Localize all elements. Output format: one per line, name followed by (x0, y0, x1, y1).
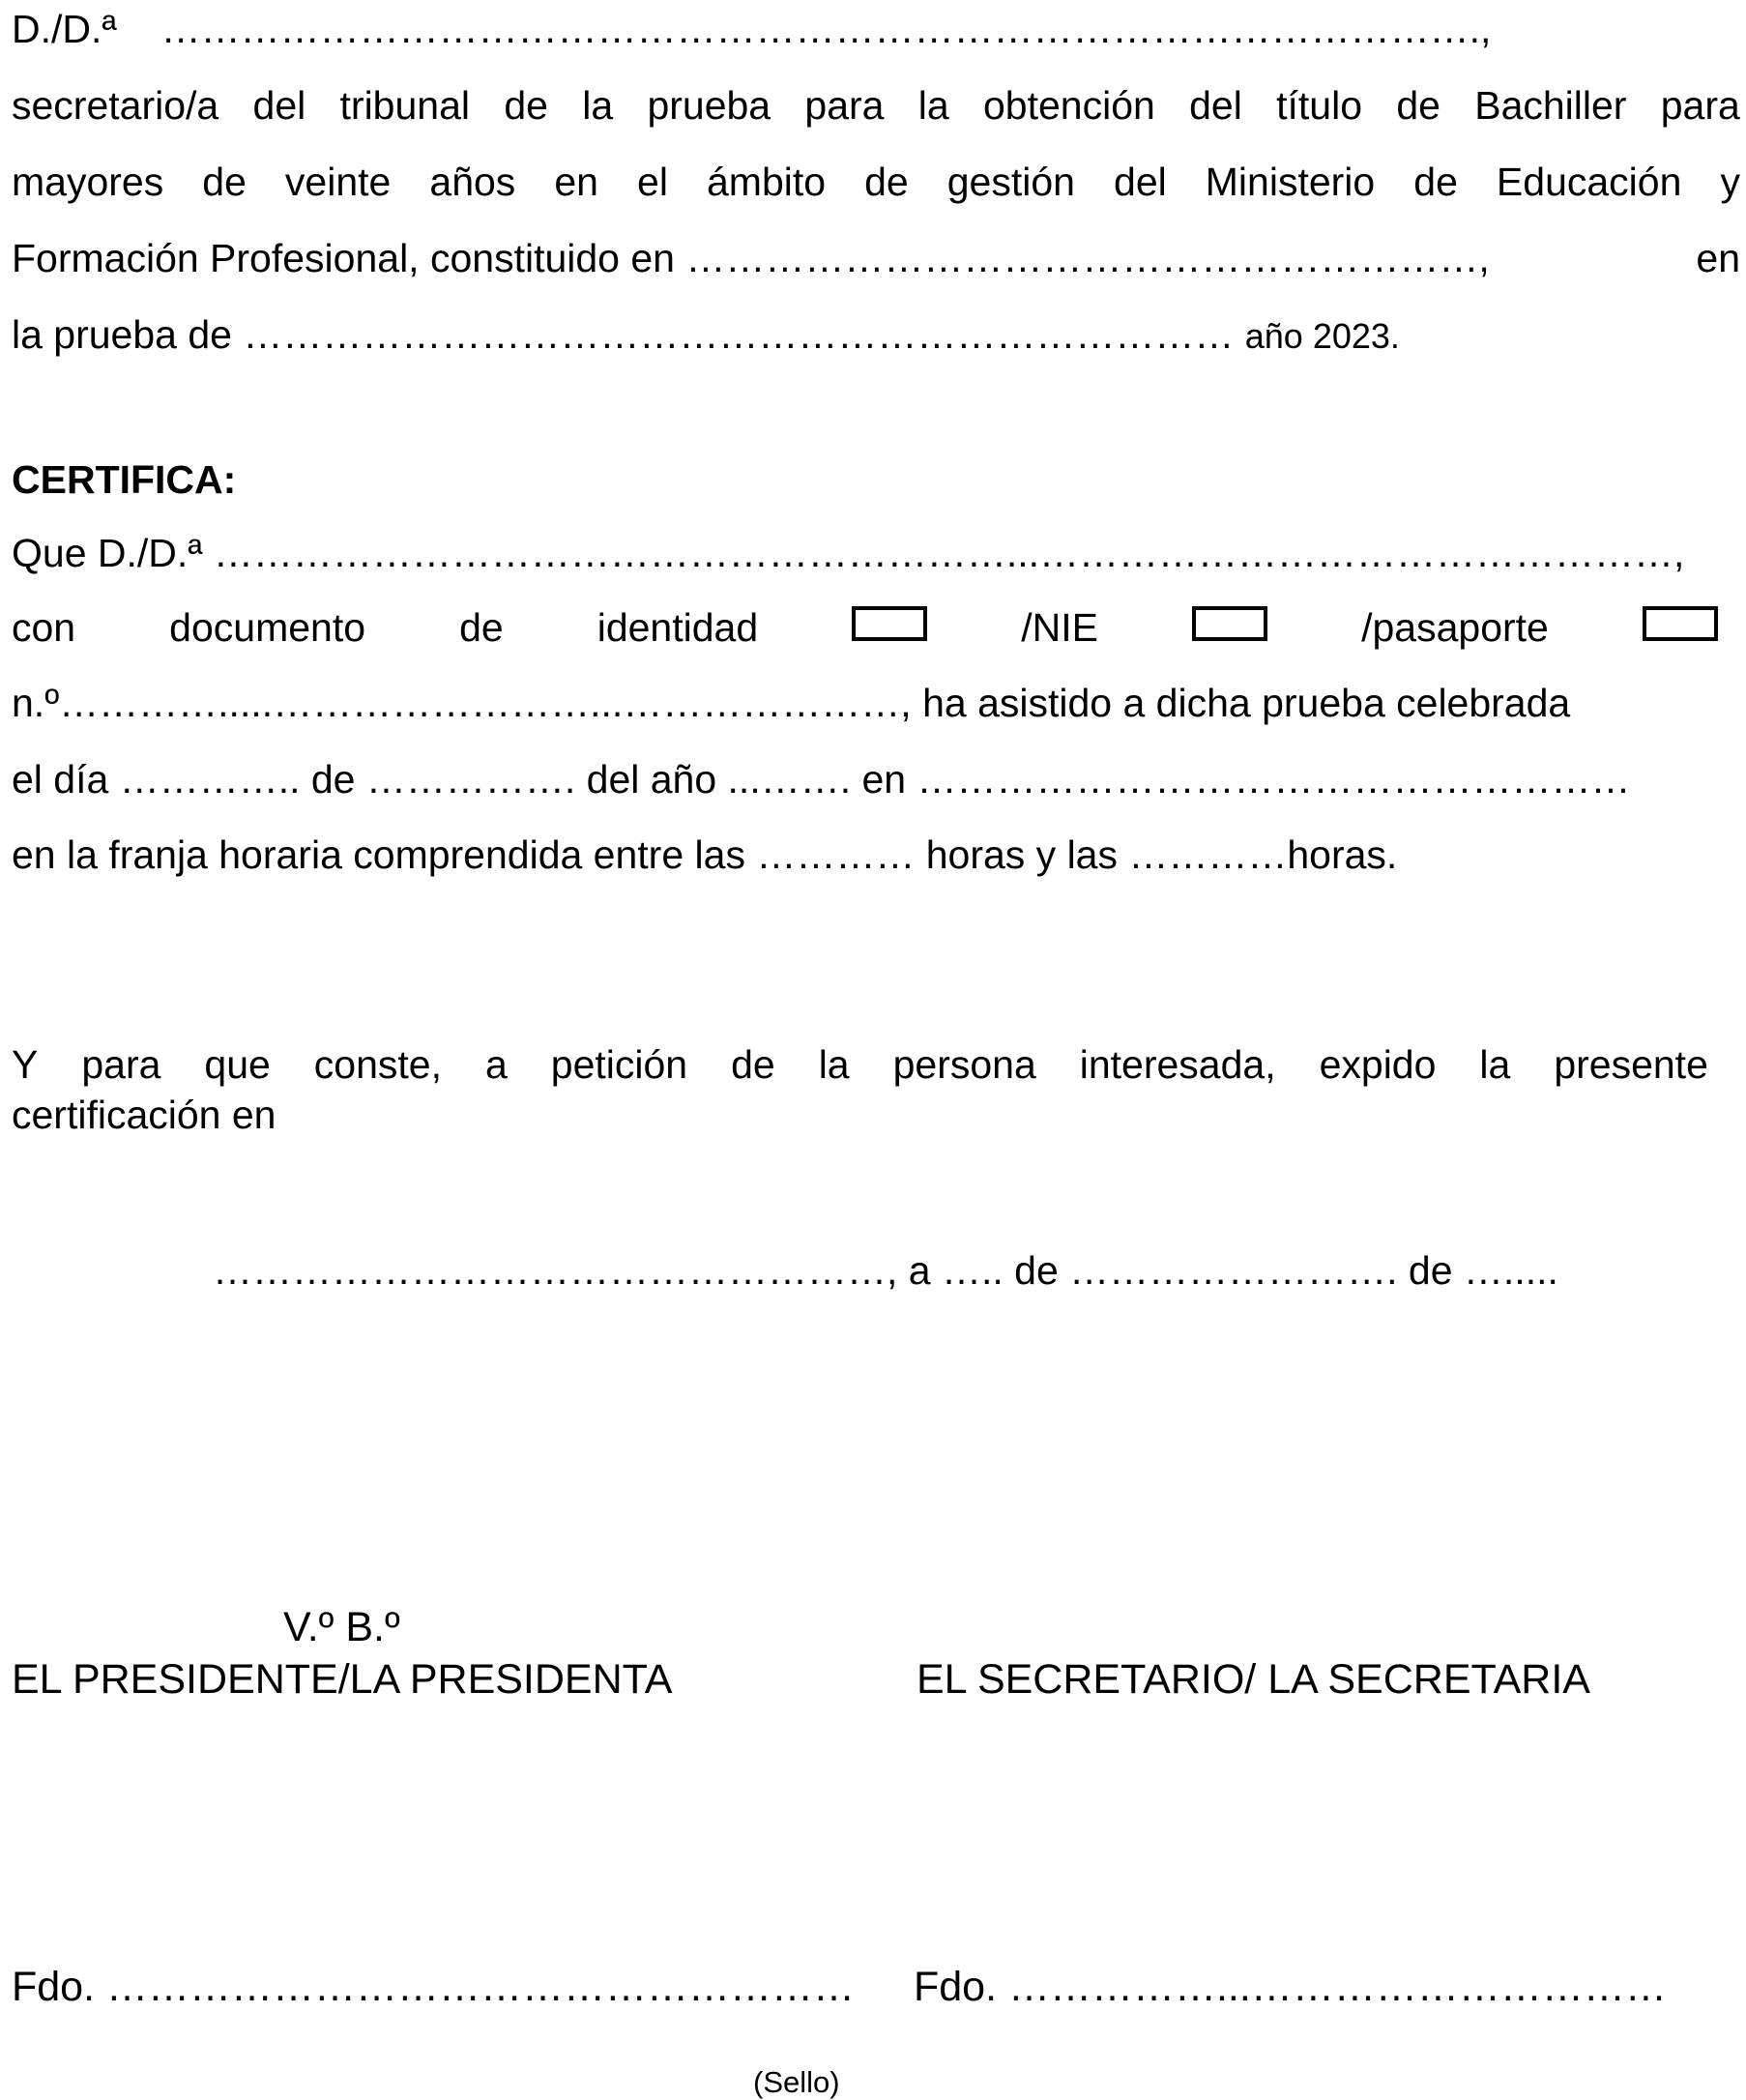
nie-checkbox[interactable] (1192, 606, 1267, 641)
word: tribunal (339, 83, 471, 128)
nie-label: /NIE (1021, 605, 1098, 650)
word: Bachiller (1474, 83, 1627, 128)
closing-line-2: certificación en (12, 1093, 276, 1137)
que-line: Que D./D.ª ……………………………………………………...…………………………………………, (12, 531, 1685, 575)
word: de (202, 160, 247, 204)
intro-line-1 (12, 6, 1491, 52)
word: para (81, 1042, 161, 1087)
word: veinte (284, 160, 392, 204)
word: documento (169, 605, 366, 650)
word: a (484, 1042, 508, 1087)
word: Y (12, 1042, 39, 1087)
word: Educación (1496, 160, 1682, 204)
dia-line: el día ………….. de ……………. del año ...……. en ……………………………………………… (12, 757, 1631, 802)
prueba-text: la prueba de ………………………………………………………………… (12, 312, 1245, 357)
name-dots: ………………………………………………………………………………………., (160, 7, 1492, 51)
word: y (1720, 160, 1740, 204)
word: de (459, 605, 504, 650)
intro-line-3 (12, 159, 1740, 205)
word: petición (550, 1042, 688, 1087)
intro-line-4 (12, 235, 1740, 281)
word: la (582, 83, 614, 128)
word: que (204, 1042, 271, 1087)
word: secretario/a (12, 83, 219, 128)
document-line (12, 604, 1718, 651)
word: Ministerio (1205, 160, 1376, 204)
word: del (1114, 160, 1167, 204)
word: de (1413, 160, 1458, 204)
word: conste, (313, 1042, 442, 1087)
word: presente (1554, 1042, 1708, 1087)
constituido-text: Formación Profesional, constituido en ……………………………………………………, (12, 236, 1490, 280)
secretario-label: EL SECRETARIO/ LA SECRETARIA (917, 1656, 1590, 1703)
word: la (1479, 1042, 1511, 1087)
word: identidad (597, 605, 759, 650)
word: en (1696, 236, 1740, 280)
dni-checkbox[interactable] (852, 606, 927, 641)
intro-line-5 (12, 311, 1400, 360)
firma-presidente: Fdo. ……………………………………………… (12, 1964, 855, 2010)
word: obtención (982, 83, 1155, 128)
word: ámbito (706, 160, 827, 204)
word: para (804, 83, 885, 128)
word: interesada, (1079, 1042, 1276, 1087)
word: de (1396, 83, 1440, 128)
intro-line-2 (12, 82, 1740, 129)
sello-label: (Sello) (753, 2065, 840, 2099)
word: prueba (647, 83, 771, 128)
word: de (731, 1042, 775, 1087)
word: título (1276, 83, 1363, 128)
word: de (504, 83, 548, 128)
numero-line: n.º………….....……………………...…………………, ha asistido a dicha prueba celebrada (12, 681, 1571, 725)
pasaporte-checkbox[interactable] (1643, 606, 1718, 641)
visto-bueno: V.º B.º (283, 1604, 400, 1650)
word: el (637, 160, 668, 204)
word: la (818, 1042, 850, 1087)
pasaporte-label: /pasaporte (1361, 605, 1549, 650)
word: en (554, 160, 598, 204)
word: gestión (946, 160, 1075, 204)
place-date-line: ……………………………………………, a ….. de ……………………. de …..... (213, 1248, 1558, 1293)
presidente-label: EL PRESIDENTE/LA PRESIDENTA (12, 1656, 673, 1703)
certifica-heading: CERTIFICA: (12, 457, 237, 502)
franja-line: en la franja horaria comprendida entre las ………… horas y las …………horas. (12, 832, 1398, 877)
closing-line-1 (12, 1041, 1708, 1088)
word: años (429, 160, 516, 204)
word: expido (1319, 1042, 1437, 1087)
word: de (864, 160, 909, 204)
word: la (917, 83, 949, 128)
year-text: año 2023. (1244, 316, 1400, 356)
word: para (1660, 83, 1740, 128)
intro-prefix: D./D.ª (12, 7, 117, 51)
word: del (1189, 83, 1242, 128)
word: mayores (12, 160, 164, 204)
word: persona (892, 1042, 1036, 1087)
word: con (12, 605, 76, 650)
word: del (252, 83, 306, 128)
firma-secretario: Fdo. ……………...………………………… (914, 1964, 1667, 2010)
